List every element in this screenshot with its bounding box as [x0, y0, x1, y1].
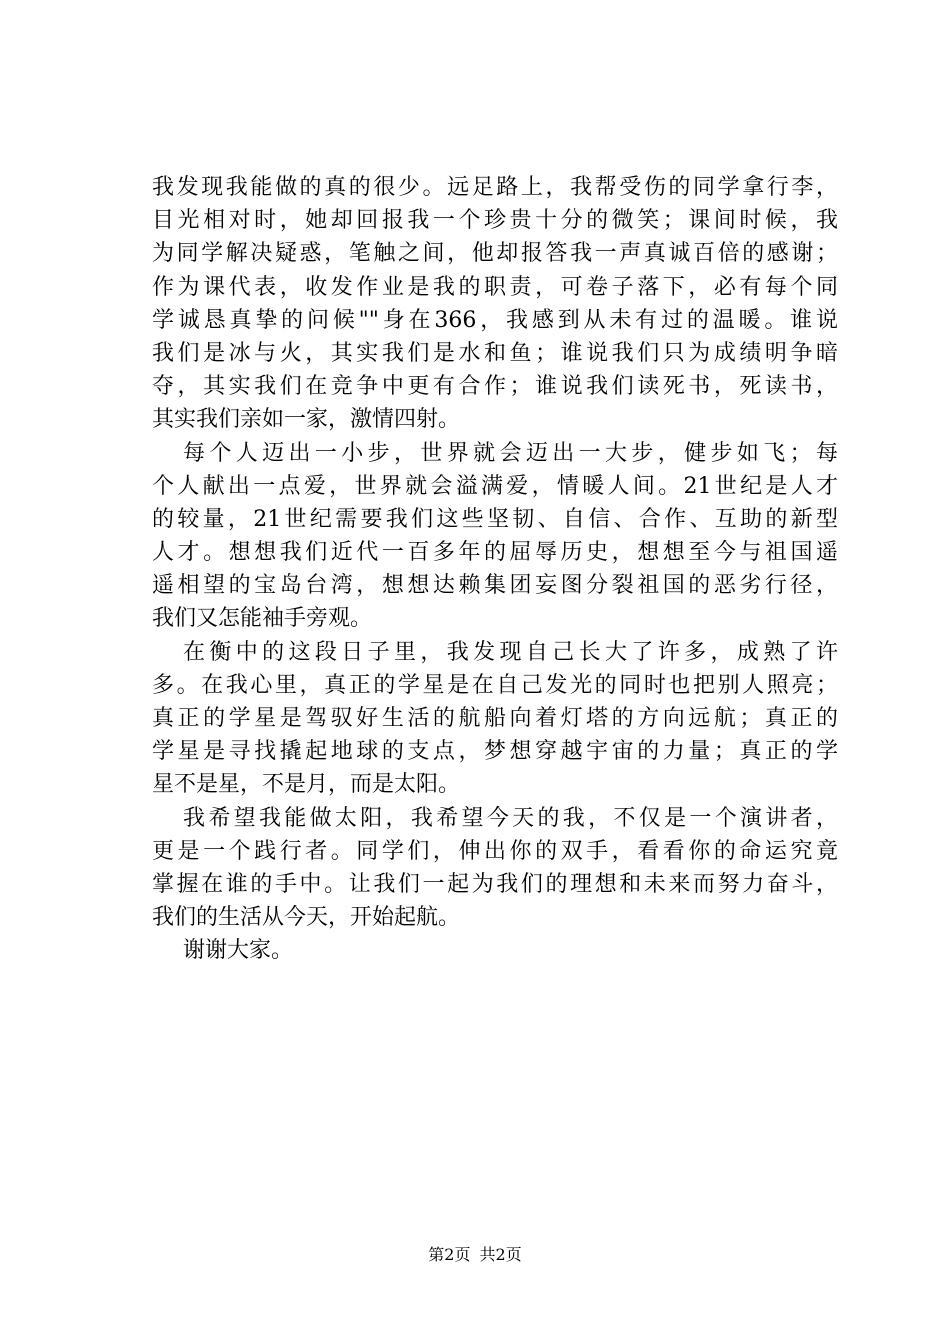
text-line: 掌握在谁的手中。让我们一起为我们的理想和未来而努力奋斗， [152, 871, 838, 897]
page-footer [0, 1244, 950, 1266]
paragraph [152, 437, 838, 636]
text-line: 在衡中的这段日子里，我发现自己长大了许多，成熟了许 [183, 639, 838, 665]
text-line: 我们又怎能袖手旁观。 [152, 606, 373, 632]
page-total: 共2页 [479, 1245, 522, 1264]
text-line: 多。在我心里，真正的学星是在自己发光的同时也把别人照亮； [152, 672, 838, 698]
text-line: 作为课代表，收发作业是我的职责，可卷子落下，必有每个同 [152, 274, 838, 300]
text-line: 星不是星，不是月，而是太阳。 [152, 772, 461, 798]
text-line: 目光相对时，她却回报我一个珍贵十分的微笑；课间时候，我 [152, 208, 838, 234]
text-line: 我们的生活从今天，开始起航。 [152, 905, 461, 931]
text-line: 夺，其实我们在竞争中更有合作；谁说我们读死书，死读书， [152, 374, 838, 400]
text-line: 我希望我能做太阳，我希望今天的我，不仅是一个演讲者， [183, 805, 838, 831]
page-number: 第2页 [428, 1245, 471, 1264]
body-text [152, 171, 838, 968]
text-line: 个人献出一点爱，世界就会溢满爱，情暖人间。21世纪是人才 [152, 473, 838, 499]
paragraph [152, 171, 838, 437]
text-line: 我们是冰与火，其实我们是水和鱼；谁说我们只为成绩明争暗 [152, 340, 838, 366]
text-line: 更是一个践行者。同学们，伸出你的双手，看看你的命运究竟 [152, 838, 838, 864]
paragraph [152, 802, 838, 935]
paragraph [152, 636, 838, 802]
text-line: 谢谢大家。 [183, 938, 294, 964]
text-line: 其实我们亲如一家，激情四射。 [152, 407, 461, 433]
text-line: 真正的学星是驾驭好生活的航船向着灯塔的方向远航；真正的 [152, 706, 838, 731]
paragraph [152, 934, 838, 967]
text-line: 为同学解决疑惑，笔触之间，他却报答我一声真诚百倍的感谢； [152, 241, 838, 267]
text-line: 人才。想想我们近代一百多年的屈辱历史，想想至今与祖国遥 [152, 540, 838, 566]
text-line: 学星是寻找撬起地球的支点，梦想穿越宇宙的力量；真正的学 [152, 739, 838, 765]
text-line: 学诚恳真挚的问候""身在366，我感到从未有过的温暖。谁说 [152, 307, 838, 333]
text-line: 的较量，21世纪需要我们这些坚韧、自信、合作、互助的新型 [152, 506, 838, 532]
text-line: 我发现我能做的真的很少。远足路上，我帮受伤的同学拿行李， [152, 175, 838, 200]
text-line: 遥相望的宝岛台湾，想想达赖集团妄图分裂祖国的恶劣行径， [152, 573, 838, 599]
text-line: 每个人迈出一小步，世界就会迈出一大步，健步如飞；每 [183, 440, 838, 466]
